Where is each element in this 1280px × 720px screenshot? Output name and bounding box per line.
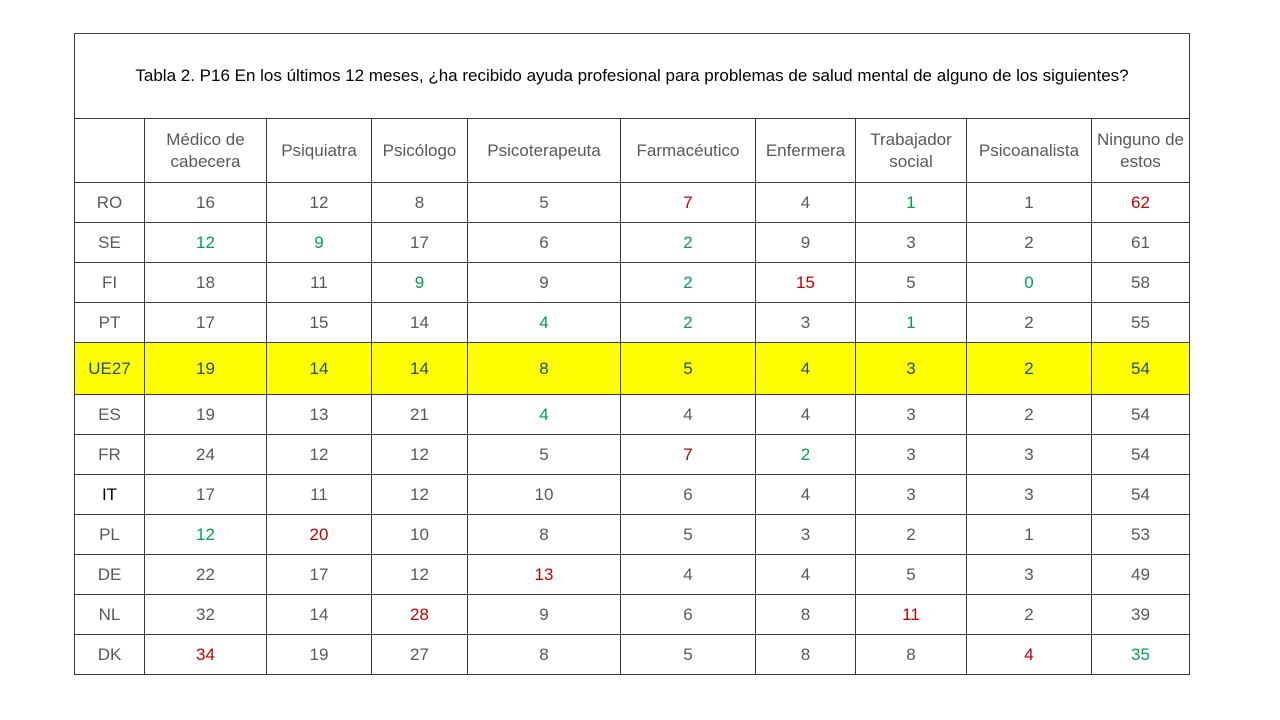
table-cell: 4 <box>756 395 856 435</box>
table-cell: 58 <box>1092 263 1190 303</box>
table-cell: 15 <box>267 303 372 343</box>
country-label: UE27 <box>75 343 145 395</box>
table-cell: 5 <box>468 435 621 475</box>
table-cell: 4 <box>967 635 1092 675</box>
table-cell: 12 <box>372 435 468 475</box>
table-cell: 12 <box>145 515 267 555</box>
table-cell: 12 <box>372 475 468 515</box>
table-cell: 9 <box>756 223 856 263</box>
table-cell: 7 <box>621 183 756 223</box>
table-cell: 9 <box>468 595 621 635</box>
column-header-psicoterapeuta: Psicoterapeuta <box>468 119 621 183</box>
table-cell: 54 <box>1092 435 1190 475</box>
table-cell: 8 <box>756 635 856 675</box>
table-cell: 5 <box>468 183 621 223</box>
table-cell: 6 <box>621 595 756 635</box>
table-cell: 53 <box>1092 515 1190 555</box>
table-cell: 20 <box>267 515 372 555</box>
table-row <box>75 303 1190 343</box>
table-cell: 3 <box>967 475 1092 515</box>
column-header-medico-de-cabecera: Médico de cabecera <box>145 119 267 183</box>
table-row <box>75 223 1190 263</box>
table-cell: 2 <box>621 263 756 303</box>
table-cell: 3 <box>756 303 856 343</box>
table-cell: 11 <box>267 263 372 303</box>
table-cell: 4 <box>621 395 756 435</box>
column-header-psicoanalista: Psicoanalista <box>967 119 1092 183</box>
table-cell: 2 <box>856 515 967 555</box>
table-row <box>75 635 1190 675</box>
table-cell: 4 <box>756 555 856 595</box>
table-cell: 14 <box>267 595 372 635</box>
table-cell: 4 <box>621 555 756 595</box>
table-cell: 12 <box>267 183 372 223</box>
table-cell: 22 <box>145 555 267 595</box>
table-cell: 35 <box>1092 635 1190 675</box>
table-cell: 4 <box>468 395 621 435</box>
column-header-psiquiatra: Psiquiatra <box>267 119 372 183</box>
table-row <box>75 515 1190 555</box>
table-cell: 12 <box>145 223 267 263</box>
table-cell: 1 <box>856 303 967 343</box>
table-cell: 5 <box>621 343 756 395</box>
table-cell: 3 <box>856 223 967 263</box>
table-row <box>75 395 1190 435</box>
table-cell: 18 <box>145 263 267 303</box>
table-cell: 10 <box>372 515 468 555</box>
table-cell: 2 <box>967 395 1092 435</box>
table-cell: 7 <box>621 435 756 475</box>
table-cell: 17 <box>267 555 372 595</box>
table-cell: 10 <box>468 475 621 515</box>
table-row <box>75 183 1190 223</box>
table-cell: 1 <box>967 515 1092 555</box>
table-cell: 8 <box>468 515 621 555</box>
table-cell: 17 <box>372 223 468 263</box>
table-cell: 17 <box>145 475 267 515</box>
table-cell: 19 <box>267 635 372 675</box>
table-cell: 8 <box>468 343 621 395</box>
country-label: IT <box>75 475 145 515</box>
table-cell: 24 <box>145 435 267 475</box>
table-cell: 5 <box>856 263 967 303</box>
mental-health-help-table <box>74 33 1190 675</box>
table-cell: 27 <box>372 635 468 675</box>
table-cell: 13 <box>267 395 372 435</box>
table-cell: 8 <box>468 635 621 675</box>
country-label: FI <box>75 263 145 303</box>
table-row <box>75 435 1190 475</box>
country-label: NL <box>75 595 145 635</box>
table-cell: 16 <box>145 183 267 223</box>
table-body <box>75 183 1190 675</box>
table-cell: 2 <box>967 595 1092 635</box>
table-cell: 5 <box>621 515 756 555</box>
table-cell: 54 <box>1092 475 1190 515</box>
table-cell: 1 <box>856 183 967 223</box>
column-header-ninguno-de-estos: Ninguno de estos <box>1092 119 1190 183</box>
table-cell: 54 <box>1092 395 1190 435</box>
table-cell: 61 <box>1092 223 1190 263</box>
country-label: DE <box>75 555 145 595</box>
table-cell: 14 <box>372 343 468 395</box>
table-cell: 5 <box>621 635 756 675</box>
table-cell: 19 <box>145 343 267 395</box>
table-cell: 13 <box>468 555 621 595</box>
table-cell: 3 <box>967 435 1092 475</box>
table-row <box>75 555 1190 595</box>
table-cell: 12 <box>372 555 468 595</box>
table-cell: 32 <box>145 595 267 635</box>
table-cell: 0 <box>967 263 1092 303</box>
table-row <box>75 263 1190 303</box>
table-cell: 3 <box>856 395 967 435</box>
table-cell: 28 <box>372 595 468 635</box>
table-cell: 2 <box>967 303 1092 343</box>
table-cell: 3 <box>967 555 1092 595</box>
table-cell: 3 <box>856 475 967 515</box>
table-cell: 39 <box>1092 595 1190 635</box>
table-cell: 9 <box>267 223 372 263</box>
table-cell: 6 <box>621 475 756 515</box>
country-label: PL <box>75 515 145 555</box>
table-cell: 8 <box>372 183 468 223</box>
table-cell: 21 <box>372 395 468 435</box>
table-cell: 4 <box>756 183 856 223</box>
table-title: Tabla 2. P16 En los últimos 12 meses, ¿ha recibido ayuda profesional para problemas de salud mental de alguno de los siguientes? <box>75 34 1190 119</box>
table-cell: 15 <box>756 263 856 303</box>
table-cell: 9 <box>468 263 621 303</box>
table-cell: 8 <box>756 595 856 635</box>
country-label: ES <box>75 395 145 435</box>
table-cell: 54 <box>1092 343 1190 395</box>
table-row-eu27-highlight <box>75 343 1190 395</box>
table-cell: 34 <box>145 635 267 675</box>
table-cell: 14 <box>267 343 372 395</box>
column-header-farmaceutico: Farmacéutico <box>621 119 756 183</box>
table-cell: 2 <box>967 343 1092 395</box>
country-label: FR <box>75 435 145 475</box>
table-row <box>75 475 1190 515</box>
table-cell: 17 <box>145 303 267 343</box>
country-label: PT <box>75 303 145 343</box>
table-cell: 8 <box>856 635 967 675</box>
table-cell: 2 <box>756 435 856 475</box>
table-cell: 19 <box>145 395 267 435</box>
table-cell: 62 <box>1092 183 1190 223</box>
column-header-enfermera: Enfermera <box>756 119 856 183</box>
table-cell: 1 <box>967 183 1092 223</box>
column-header-row <box>75 119 1190 183</box>
table-cell: 2 <box>967 223 1092 263</box>
table-cell: 2 <box>621 303 756 343</box>
column-header-psicologo: Psicólogo <box>372 119 468 183</box>
table-cell: 4 <box>756 343 856 395</box>
table-row <box>75 595 1190 635</box>
column-header-country <box>75 119 145 183</box>
table-cell: 2 <box>621 223 756 263</box>
country-label: RO <box>75 183 145 223</box>
table-cell: 55 <box>1092 303 1190 343</box>
table-cell: 14 <box>372 303 468 343</box>
table-cell: 4 <box>756 475 856 515</box>
country-label: SE <box>75 223 145 263</box>
table-cell: 49 <box>1092 555 1190 595</box>
table-cell: 4 <box>468 303 621 343</box>
table-cell: 11 <box>267 475 372 515</box>
table-cell: 3 <box>856 435 967 475</box>
country-label: DK <box>75 635 145 675</box>
table-cell: 12 <box>267 435 372 475</box>
table-cell: 9 <box>372 263 468 303</box>
table-cell: 6 <box>468 223 621 263</box>
table-cell: 3 <box>756 515 856 555</box>
column-header-trabajador-social: Trabajador social <box>856 119 967 183</box>
table-cell: 11 <box>856 595 967 635</box>
table-cell: 3 <box>856 343 967 395</box>
table-cell: 5 <box>856 555 967 595</box>
